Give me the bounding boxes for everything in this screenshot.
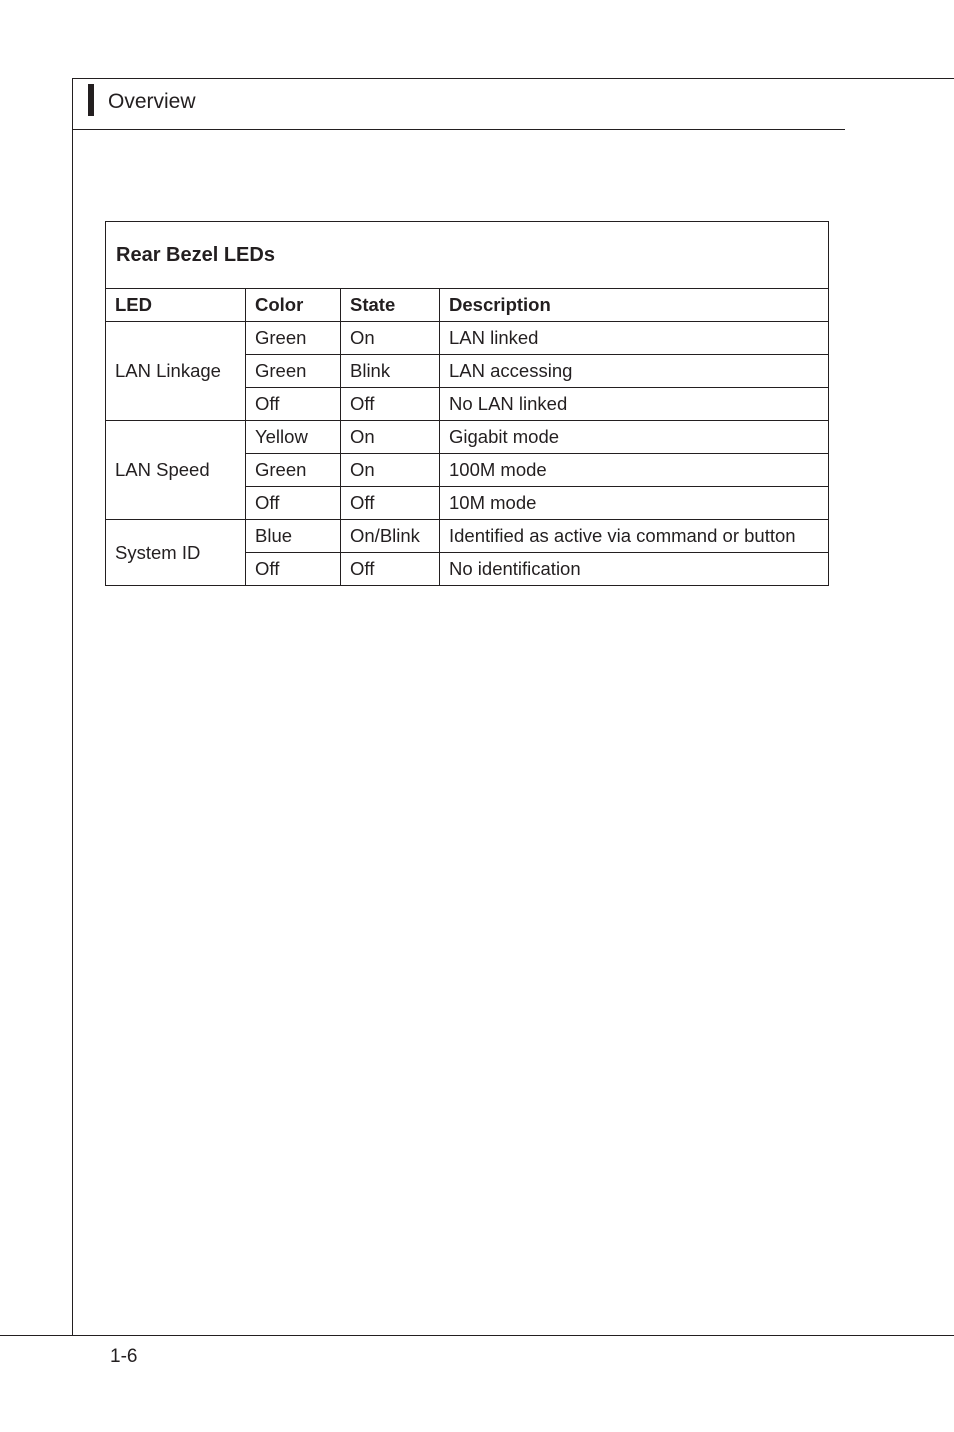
page-number: 1-6: [110, 1346, 138, 1367]
state-cell: Off: [341, 553, 440, 586]
description-cell: 100M mode: [440, 454, 829, 487]
color-cell: Green: [246, 454, 341, 487]
table-row: [106, 322, 829, 355]
color-cell: Off: [246, 487, 341, 520]
color-cell: Off: [246, 388, 341, 421]
description-cell: LAN accessing: [440, 355, 829, 388]
column-header-color: Color: [246, 289, 341, 322]
table-header-row: [106, 289, 829, 322]
state-cell: On: [341, 454, 440, 487]
column-header-led: LED: [106, 289, 246, 322]
led-name-cell: LAN Linkage: [106, 322, 246, 421]
description-cell: Identified as active via command or button: [440, 520, 829, 553]
state-cell: Off: [341, 487, 440, 520]
color-cell: Off: [246, 553, 341, 586]
table-caption: Rear Bezel LEDs: [106, 222, 829, 289]
footer-rule: [0, 1335, 954, 1336]
section-marker-bar: [88, 84, 94, 116]
description-cell: 10M mode: [440, 487, 829, 520]
led-name-cell: System ID: [106, 520, 246, 586]
color-cell: Yellow: [246, 421, 341, 454]
column-header-state: State: [341, 289, 440, 322]
color-cell: Blue: [246, 520, 341, 553]
description-cell: Gigabit mode: [440, 421, 829, 454]
color-cell: Green: [246, 355, 341, 388]
table-row: [106, 520, 829, 553]
state-cell: On/Blink: [341, 520, 440, 553]
description-cell: LAN linked: [440, 322, 829, 355]
state-cell: Off: [341, 388, 440, 421]
rear-bezel-led-table: [105, 221, 829, 586]
page-frame-top-rule: [72, 78, 954, 79]
header-bottom-rule: [72, 129, 845, 130]
state-cell: On: [341, 322, 440, 355]
state-cell: On: [341, 421, 440, 454]
page-frame-left-rule: [72, 78, 73, 1335]
section-title: Overview: [108, 90, 196, 113]
description-cell: No LAN linked: [440, 388, 829, 421]
color-cell: Green: [246, 322, 341, 355]
table-caption-row: [106, 222, 829, 289]
state-cell: Blink: [341, 355, 440, 388]
column-header-description: Description: [440, 289, 829, 322]
table-row: [106, 421, 829, 454]
description-cell: No identification: [440, 553, 829, 586]
led-name-cell: LAN Speed: [106, 421, 246, 520]
